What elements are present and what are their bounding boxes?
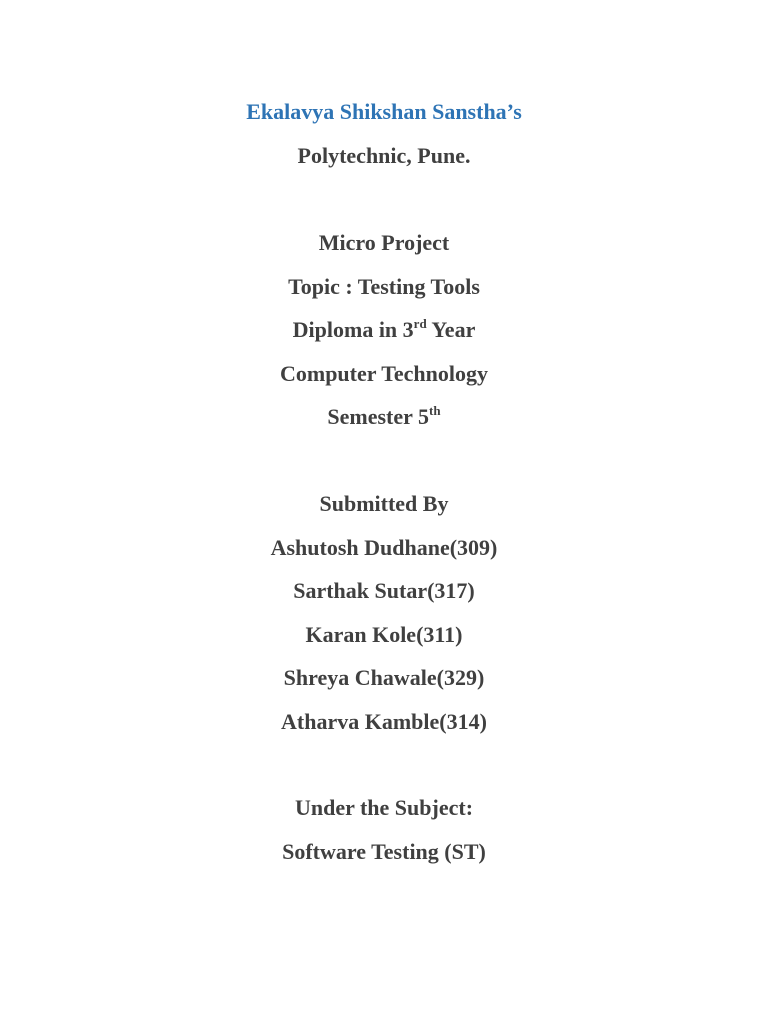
branch-name: Computer Technology bbox=[279, 361, 488, 386]
project-topic: Topic : Testing Tools bbox=[288, 274, 480, 299]
member-item: Atharva Kamble(314) bbox=[281, 709, 487, 734]
diploma-year bbox=[0, 316, 768, 344]
subject-name: Software Testing (ST) bbox=[282, 839, 486, 864]
member-item: Ashutosh Dudhane(309) bbox=[270, 535, 498, 560]
subject-heading: Under the Subject: bbox=[294, 795, 474, 820]
diploma-year-prefix: Diploma in 3 bbox=[292, 317, 414, 342]
diploma-year-ordinal: rd bbox=[413, 315, 427, 331]
semester bbox=[0, 403, 768, 431]
semester-ordinal: th bbox=[429, 402, 441, 418]
member-item: Shreya Chawale(329) bbox=[283, 665, 485, 690]
submitted-by-heading: Submitted By bbox=[319, 491, 449, 516]
member-item: Sarthak Sutar(317) bbox=[293, 578, 475, 603]
semester-prefix: Semester 5 bbox=[327, 404, 430, 429]
institution-name: Ekalavya Shikshan Sanstha’s bbox=[246, 99, 522, 124]
diploma-year-suffix: Year bbox=[426, 317, 476, 342]
project-type: Micro Project bbox=[318, 230, 450, 255]
member-item: Karan Kole(311) bbox=[305, 622, 463, 647]
college-name: Polytechnic, Pune. bbox=[297, 143, 471, 168]
